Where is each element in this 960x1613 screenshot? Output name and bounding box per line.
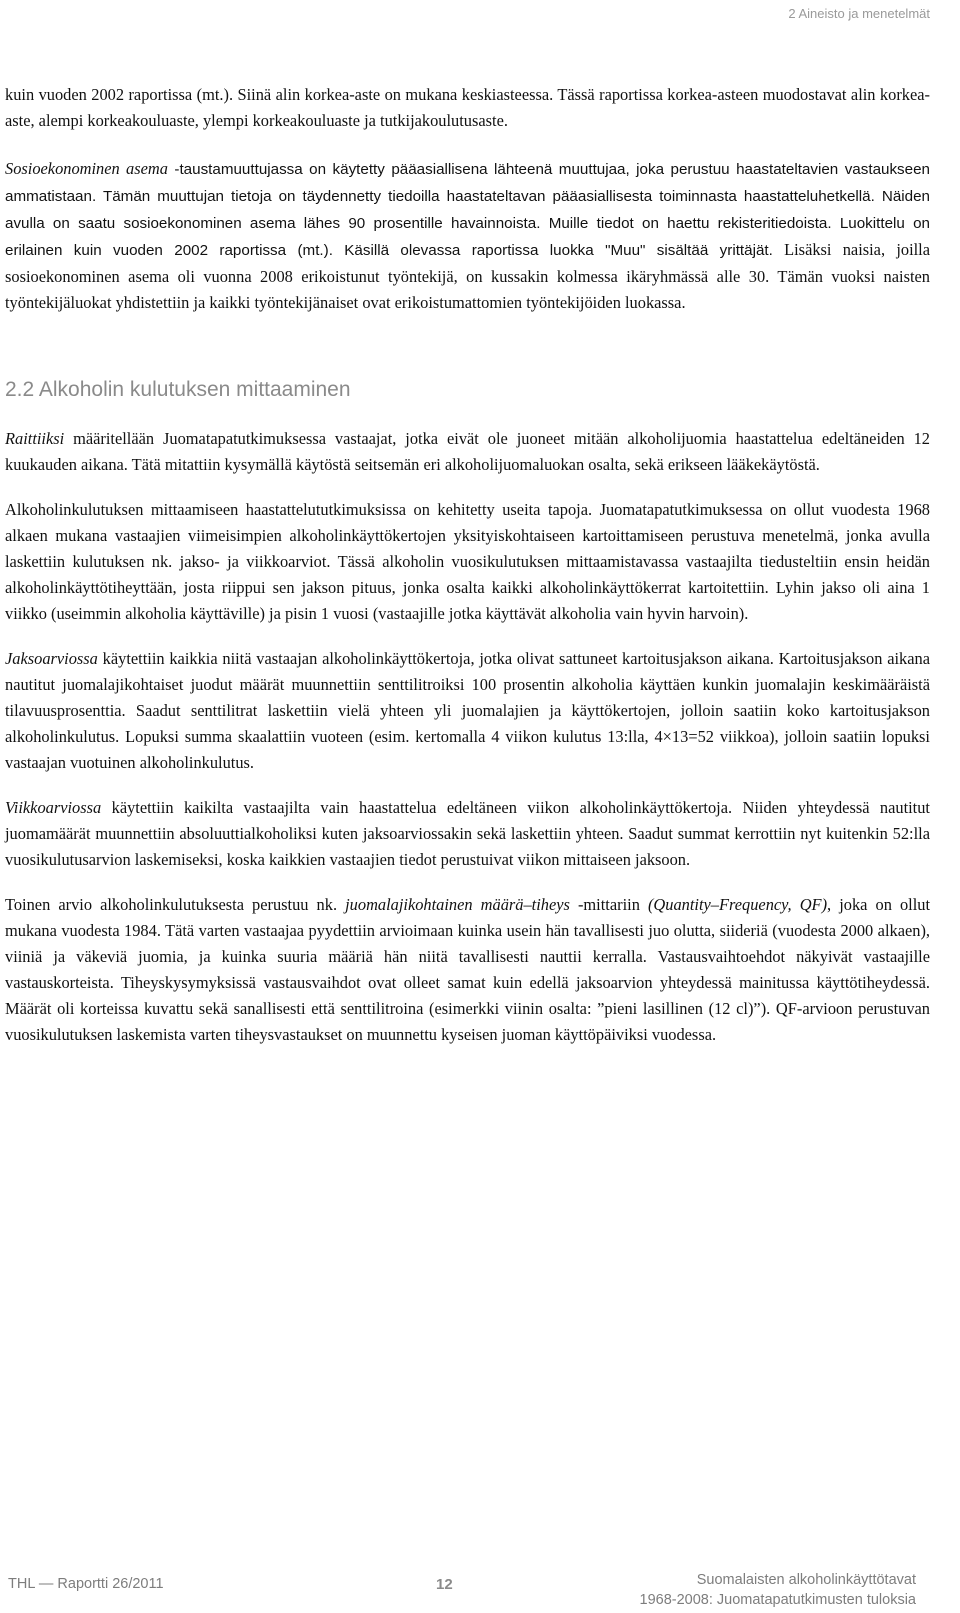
page-content — [5, 82, 930, 1048]
paragraph-qf-text-c: , joka on ollut mukana vuodesta 1984. Tätä varten vastaajaa pyydettiin arvioimaan kuinka usein hän tavallisesti juo olutta, siideriä (vuodesta 2000 alkaen), viiniä ja väkeviä juomia, ja kuinka suuria määriä hän niitä tavallisesti nauttii kerralla. Vastausvaihtoehdot näkyivät vastaajille vastauskorteista. Tiheyskysymyksissä vastausvaihdot ovat olleet samat kuin edellä jaksoarvion yhteydessä mainitussa käyttötiheydessä. Määrät oli korteissa kuvattu sekä sanallisesti että senttilitroina (esimerkki viinin osalta: ”pieni lasillinen (12 cl)”). QF-arvioon perustuvan vuosikulutuksen laskemista varten tiheysvastaukset on muunnettu kyseisen juoman käyttöpäiviksi vuodessa. — [5, 895, 931, 1044]
footer-title-line-1: Suomalaisten alkoholinkäyttötavat — [696, 1572, 916, 1588]
term-period-estimate: Jaksoarviossa — [5, 649, 98, 668]
footer-title-line-2: 1968-2008: Juomatapatutkimusten tuloksia — [639, 1592, 916, 1608]
paragraph-week-estimate-text: käytettiin kaikilta vastaajilta vain haastattelua edeltäneen viikon alkoholinkäyttökertoja. Niiden yhteydessä nautitut juomamäärät muunnettiin absoluuttialkoholiksi kuten jaksoarviossakin sekä laskettiin yhteen. Saadut summat kerrottiin nyt kuitenkin 52:lla vuosikulutusarvion laskemiseksi, koska kaikkien vastaajien tiedot perustuivat viikon mittaiseen jaksoon. — [5, 798, 930, 869]
paragraph-period-estimate — [5, 646, 930, 776]
paragraph-socioeconomic — [5, 156, 930, 316]
paragraph-qf-text-b: -mittariin — [569, 895, 648, 914]
section-heading: 2.2 Alkoholin kulutuksen mittaaminen — [5, 378, 351, 401]
footer-report-id: THL — Raportti 26/2011 — [8, 1576, 164, 1592]
paragraph-abstainers-text: määritellään Juomatapatutkimuksessa vastaajat, jotka eivät ole juoneet mitään alkoholijuomia haastattelua edeltäneiden 12 kuukauden aikana. Tätä mitattiin kysymällä käytöstä seitsemän eri alkoholijuomaluokan osalta, sekä erikseen lääkekäytöstä. — [5, 429, 930, 474]
page-footer — [0, 1570, 960, 1610]
term-week-estimate: Viikkoarviossa — [5, 798, 102, 817]
paragraph-period-estimate-text: käytettiin kaikkia niitä vastaajan alkoholinkäyttökertoja, jotka olivat sattuneet kartoitusjakson aikana. Kartoitusjakson aikana nautitut juomalajikohtaiset juodut määrät muunnettiin senttilitroiksi 100 prosentin alkoholia käyttäen kunkin juomalajin keskimääräistä tilavuusprosenttia. Saadut senttilitrat laskettiin vielä yhteen yli juomalajien ja käyttökertojen, jolloin saatiin koko kartoitusjakson alkoholinkulutus. Lopuksi summa skaalattiin vuoteen (esim. kertomalla 4 viikon kulutus 13:lla, 4×13=52 viikkoa), jolloin saatiin lopuksi vastaajan vuotuinen alkoholinkulutus. — [5, 649, 930, 772]
term-socioeconomic-status: Sosioekonominen asema — [5, 159, 168, 178]
page-number: 12 — [436, 1576, 453, 1593]
paragraph-measurement-methods: Alkoholinkulutuksen mittaamiseen haastattelututkimuksissa on kehitetty useita tapoja. Juomatapatutkimuksessa on ollut vuodesta 1968 alkaen mukana vastaajien viimeisimpien alkoholinkäyttökertojen yksityiskohtaiseen kartoittamiseen perustuva menetelmä, jonka avulla laskettiin kulutuksen nk. jakso- ja viikkoarviot. Tässä alkoholin vuosikulutuksen mittaamistavassa vastaajilta tiedusteltiin ensin heidän alkoholinkäyttötiheyttään, josta riippui sen jakson pituus, jonka osalta kaikki alkoholinkäyttökerrat kartoitettiin. Lyhin jakso oli aina 1 viikko (useimmin alkoholia käyttäville) ja pisin 1 vuosi (vastaajille jotka käyttävät alkoholia vain hyvin harvoin). — [5, 500, 930, 623]
running-head: 2 Aineisto ja menetelmät — [788, 6, 930, 21]
footer-publication-title — [640, 1570, 916, 1610]
paragraph-qf-text-a: Toinen arvio alkoholinkulutuksesta perustuu nk. — [5, 895, 346, 914]
paragraph-qf-measure — [5, 892, 930, 1048]
term-abstainers: Raittiiksi — [5, 429, 65, 448]
paragraph-week-estimate — [5, 795, 930, 873]
paragraph-intro: kuin vuoden 2002 raportissa (mt.). Siinä alin korkea-aste on mukana keskiasteessa. Tässä raportissa korkea-asteen muodostavat alin korkea-aste, alempi korkeakouluaste, ylempi korkeakouluaste ja tutkijakoulutusaste. — [5, 85, 930, 130]
paragraph-abstainers — [5, 426, 930, 478]
paragraph-socioeconomic-text-serif: Lisäksi naisia, joilla sosioekonominen asema oli vuonna 2008 erikoistunut työntekijä, on kussakin kolmessa ikäryhmässä alle 30. Tämän vuoksi naisten työntekijäluokat yhdistettiin ja kaikki työntekijänaiset ovat erikoistumattomien työntekijöiden luokassa. — [5, 240, 931, 312]
term-quantity-frequency: juomalajikohtainen määrä–tiheys — [345, 895, 570, 914]
term-qf-english: (Quantity–Frequency, QF) — [647, 895, 828, 914]
paragraph-socioeconomic-text-sans: -taustamuuttujassa on käytetty pääasiallisena lähteenä muuttujaa, joka perustuu haastateltavien vastaukseen ammatistaan. Tämän muuttujan tietoja on täydennetty tiedoilla haastateltavan pääasiallisesta toiminnasta haastatteluhetkellä. Näiden avulla on saatu sosioekonominen asema lähes 90 prosentille havainnoista. Muille tiedot on haettu rekisteritiedoista. Luokittelu on erilainen kuin vuoden 2002 raportissa (mt.). Käsillä olevassa raportissa luokka "Muu" sisältää yrittäjät. — [5, 161, 930, 259]
